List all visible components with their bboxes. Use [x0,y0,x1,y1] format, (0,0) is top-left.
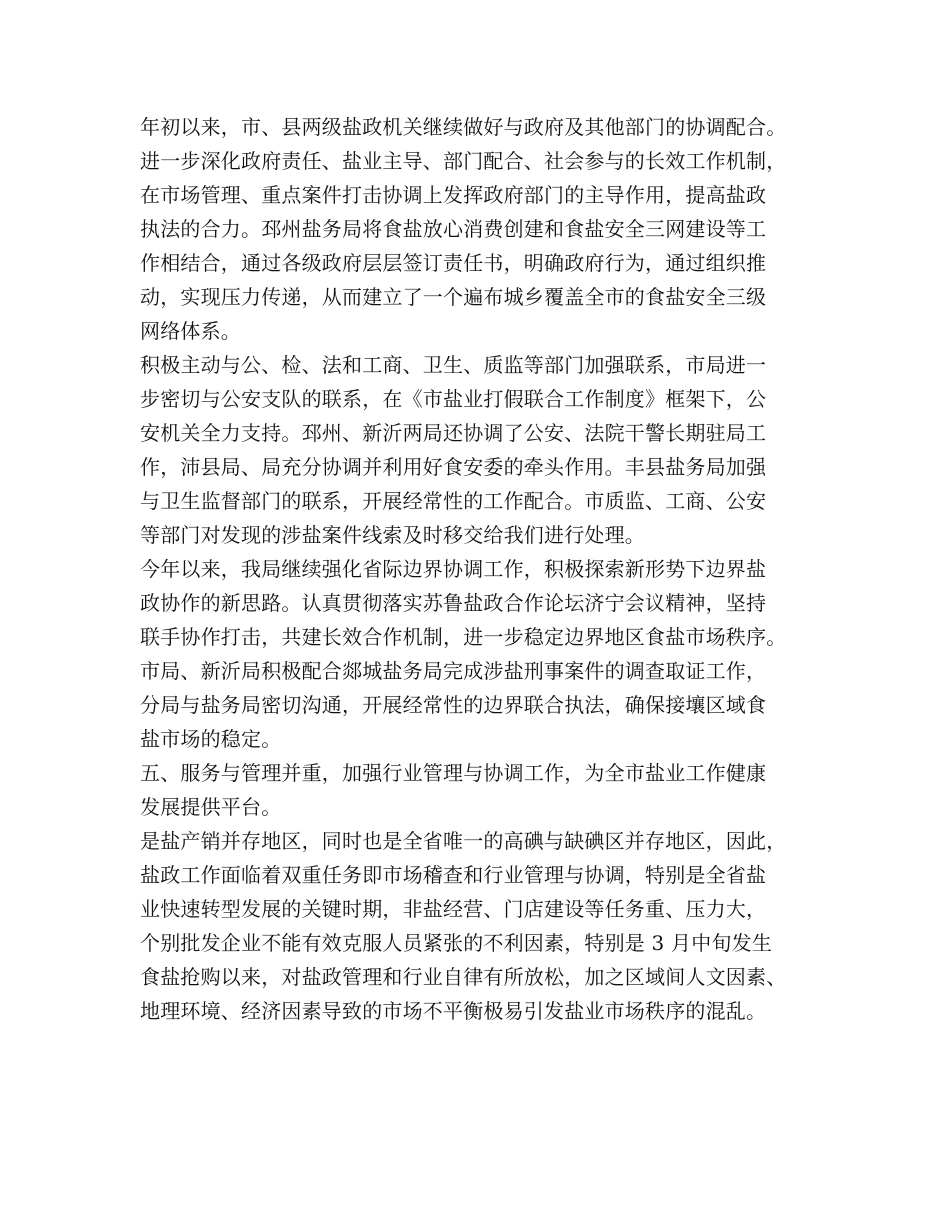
text-line: 在市场管理、重点案件打击协调上发挥政府部门的主导作用，提高盐政 [140,183,767,207]
text-line: 安机关全力支持。邳州、新沂两局还协调了公安、法院干警长期驻局工 [140,421,767,445]
text-line: 盐政工作面临着双重任务即市场稽查和行业管理与协调，特别是全省盐 [140,863,767,887]
text-line: 是盐产销并存地区，同时也是全省唯一的高碘与缺碘区并存地区，因此， [140,829,787,853]
text-line: 网络体系。 [140,319,241,343]
text-line: 食盐抢购以来，对盐政管理和行业自律有所放松，加之区域间人文因素、 [140,965,787,989]
text-line: 联手协作打击，共建长效合作机制，进一步稳定边界地区食盐市场秩序。 [140,625,787,649]
document-body [140,110,820,1028]
text-line: 与卫生监督部门的联系，开展经常性的工作配合。市质监、工商、公安 [140,489,767,513]
text-line: 步密切与公安支队的联系，在《市盐业打假联合工作制度》框架下，公 [140,387,767,411]
text-line: 地理环境、经济因素导致的市场不平衡极易引发盐业市场秩序的混乱。 [140,999,767,1023]
text-line: 作相结合，通过各级政府层层签订责任书，明确政府行为，通过组织推 [140,251,767,275]
text-line: 进一步深化政府责任、盐业主导、部门配合、社会参与的长效工作机制， [140,149,787,173]
text-line: 作，沛县局、局充分协调并利用好食安委的牵头作用。丰县盐务局加强 [140,455,767,479]
text-line: 今年以来，我局继续强化省际边界协调工作，积极探索新形势下边界盐 [140,557,767,581]
text-line: 分局与盐务局密切沟通，开展经常性的边界联合执法，确保接壤区域食 [140,693,767,717]
text-line: 业快速转型发展的关键时期，非盐经营、门店建设等任务重、压力大， [140,897,767,921]
text-line: 个别批发企业不能有效克服人员紧张的不利因素，特别是 3 月中旬发生 [140,931,773,955]
text-line: 年初以来，市、县两级盐政机关继续做好与政府及其他部门的协调配合。 [140,115,787,139]
text-line: 执法的合力。邳州盐务局将食盐放心消费创建和食盐安全三网建设等工 [140,217,767,241]
text-line: 动，实现压力传递，从而建立了一个遍布城乡覆盖全市的食盐安全三级 [140,285,767,309]
text-line: 五、服务与管理并重，加强行业管理与协调工作，为全市盐业工作健康 [140,761,767,785]
text-line: 市局、新沂局积极配合郯城盐务局完成涉盐刑事案件的调查取证工作， [140,659,767,683]
text-line: 盐市场的稳定。 [140,727,282,751]
text-line: 积极主动与公、检、法和工商、卫生、质监等部门加强联系，市局进一 [140,353,767,377]
text-line: 等部门对发现的涉盐案件线索及时移交给我们进行处理。 [140,523,645,547]
text-line: 发展提供平台。 [140,795,282,819]
text-line: 政协作的新思路。认真贯彻落实苏鲁盐政合作论坛济宁会议精神，坚持 [140,591,767,615]
